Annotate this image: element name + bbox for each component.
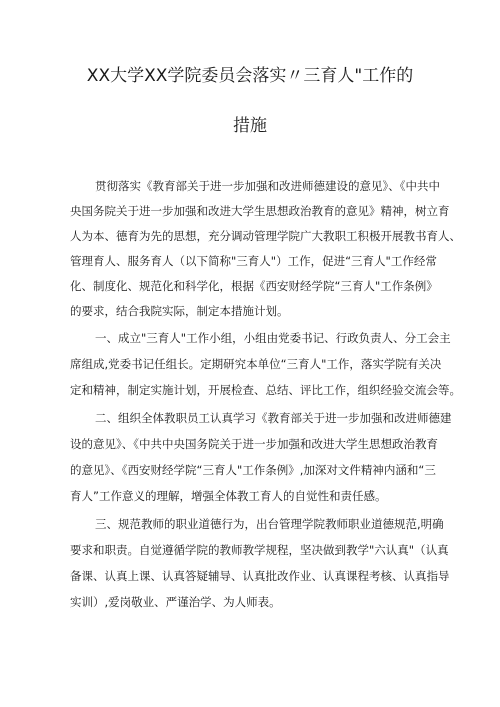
body-text-line: 的要求，结合我院实际，制定本措施计划。 [70, 304, 289, 318]
body-text-line: 二、组织全体教职员工认真学习《教育部关于进一步加强和改进师德建 [95, 411, 452, 425]
body-text-line: 一、成立"三育人"工作小组，小组由党委书记、行政负责人、分工会主 [95, 331, 451, 345]
body-text-line: 实训）,爱岗敬业、严谨治学、为人师表。 [70, 595, 281, 609]
body-text-line: 育人”工作意义的理解，增强全体教工育人的自觉性和责任感。 [70, 489, 387, 503]
body-text-line: 定和精神，制定实施计划，开展检查、总结、评比工作，组织经验交流会等。 [70, 383, 461, 397]
body-text-line: 化、制度化、规范化和科学化，根据《西安财经学院“三育人"工作条例》 [70, 279, 438, 293]
body-text-line: 人为本、德育为先的思想，充分调动管理学院广大教职工积极开展教书育人、 [70, 229, 461, 243]
body-text-line: 的意见》、《西安财经学院“三育人"工作条例》,加深对文件精神内涵和“三 [70, 463, 436, 477]
body-text-line: 备课、认真上课、认真答疑辅导、认真批改作业、认真课程考核、认真指导 [70, 569, 450, 583]
document-title-line-1: XX大学XX学院委员会落实〃三育人"工作的 [86, 66, 414, 86]
body-text-line: 央国务院关于进一步加强和改进大学生思想政治教育的意见》精神，树立育 [70, 204, 450, 218]
body-text-line: 三、规范教师的职业道德行为，出台管理学院教师职业道德规范,明确 [95, 517, 444, 531]
document-title-line-2: 措施 [233, 116, 267, 136]
body-text-line: 设的意见》、《中共中央国务院关于进一步加强和改进大学生思想政治教育 [70, 437, 438, 451]
body-text-line: 要求和职责。自觉遵循学院的教师教学规程，坚决做到教学"六认真"（认真 [70, 543, 449, 557]
body-text-line: 管理育人、服务育人（以下简称"三育人"）工作，促进“三育人"工作经常 [70, 254, 437, 268]
body-text-line: 贯彻落实《教育部关于进一步加强和改进师德建设的意见》、《中共中 [95, 179, 440, 193]
body-text-line: 席组成,党委书记任组长。定期研究本单位“三育人"工作，落实学院有关决 [70, 357, 442, 371]
